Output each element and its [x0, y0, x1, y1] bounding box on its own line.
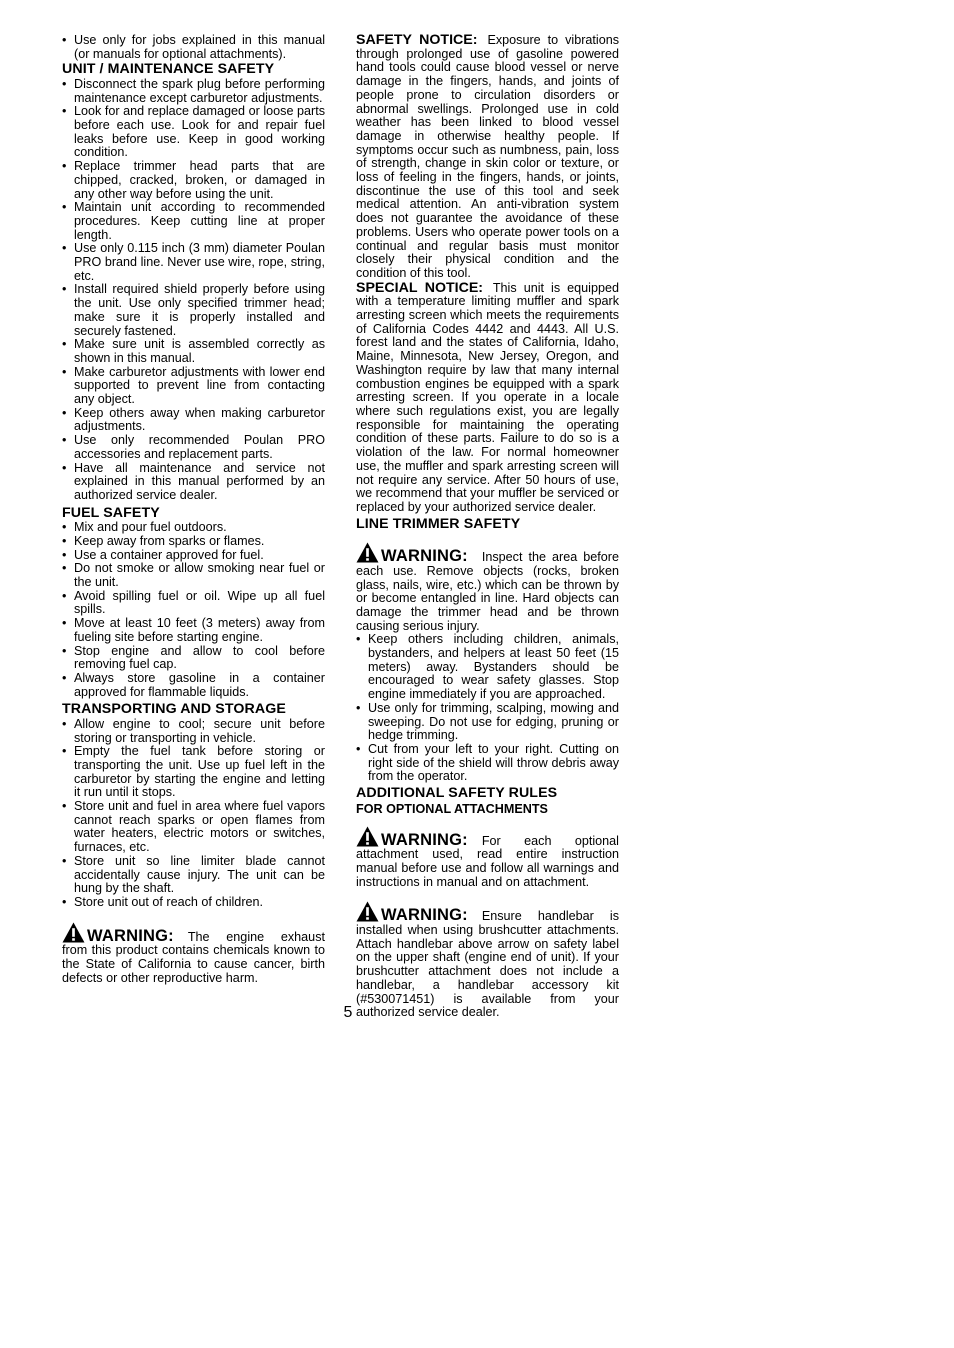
list-item: • Install required shield properly before using the unit. Use only specified trimmer head; make sure it is properly installed and securely fastened.: [62, 283, 325, 338]
warning-label: WARNING:: [381, 547, 468, 566]
warning-triangle-icon: [356, 542, 379, 563]
list-item: • Avoid spilling fuel or oil. Wipe up all fuel spills.: [62, 590, 325, 617]
list-item: • Empty the fuel tank before storing or transporting the unit. Use up fuel left in the carburetor by starting the engine and letting it run until it stops.: [62, 745, 325, 800]
optional-attachments-subheading: FOR OPTIONAL ATTACHMENTS: [356, 801, 548, 816]
list-item: • Keep away from sparks or flames.: [62, 535, 325, 549]
list-item: • Have all maintenance and service not explained in this manual performed by an authorized service dealer.: [62, 462, 325, 503]
warning-triangle-icon: [356, 901, 379, 922]
transporting-storage-heading: TRANSPORTING AND STORAGE: [62, 701, 286, 718]
unit-maintenance-list: [62, 78, 325, 503]
fuel-safety-heading: FUEL SAFETY: [62, 504, 160, 521]
intro-list: [62, 34, 325, 61]
line-trimmer-heading: LINE TRIMMER SAFETY: [356, 515, 521, 532]
list-item: • Make sure unit is assembled correctly as shown in this manual.: [62, 338, 325, 365]
special-notice-label: SPECIAL NOTICE:: [356, 279, 484, 296]
safety-notice-label: SAFETY NOTICE:: [356, 32, 478, 48]
list-item: • Store unit out of reach of children.: [62, 896, 325, 910]
line-trimmer-list: [356, 633, 619, 784]
warning-text: The engine exhaust from this product contains chemicals known to the State of California to cause cancer, birth defects or other reproductive harm.: [62, 929, 325, 985]
warning-text: Ensure handlebar is installed when using brushcutter attachments. Attach handlebar above arrow on safety label on the upper shaft (engine end of unit). If your brushcutter attachment does not include a handlebar, a handlebar accessory kit (#530071451) is available from your authorized service dealer.: [356, 909, 619, 1020]
page-number: 5: [343, 1004, 353, 1021]
list-item: • Do not smoke or allow smoking near fuel or the unit.: [62, 562, 325, 589]
list-item: • Use only for jobs explained in this manual (or manuals for optional attachments).: [62, 34, 325, 61]
attachment-warning: [356, 826, 619, 890]
unit-maintenance-heading: UNIT / MAINTENANCE SAFETY: [62, 61, 275, 78]
special-notice-text: This unit is equipped with a temperature limiting muffler and spark arresting screen which meets the requirements of California Codes 4442 and 4443. All U.S. forest land and the states of California, Idaho, Maine, Minnesota, New Jersey, Oregon, and Washington require by law that many internal combustion engines be equipped with a spark arresting screen. If you operate in a locale where such regulations exist, you are legally responsible for maintaining the operating condition of these parts. Failure to do so is a violation of the law. For normal homeowner use, the muffler and spark arresting screen will not require any service. After 50 hours of use, we recommend that your muffler be serviced or replaced by your authorized service dealer.: [356, 280, 619, 514]
exhaust-warning: [62, 922, 325, 986]
list-item: • Look for and replace damaged or loose parts before each use. Look for and repair fuel leaks before use. Keep in good working condition.: [62, 105, 325, 160]
list-item: • Cut from your left to your right. Cutting on right side of the shield will throw debris away from the operator.: [356, 743, 619, 784]
transporting-storage-list: [62, 718, 325, 910]
warning-triangle-icon: [356, 826, 379, 847]
list-item: • Keep others away when making carburetor adjustments.: [62, 407, 325, 434]
warning-text: Inspect the area before each use. Remove objects (rocks, broken glass, nails, wire, etc.) which can be thrown by or become entangled in line. Hard objects can damage the trimmer head and be thrown causing serious injury.: [356, 550, 619, 633]
safety-notice-text: Exposure to vibrations through prolonged use of gasoline powered hand tools could cause blood vessel or nerve damage in the fingers, hands, and joints of people prone to circulation disorders or abnormal swellings. Prolonged use in cold weather has been linked to blood vessel damage in otherwise healthy people. If symptoms occur such as numbness, pain, loss of strength, change in skin color or texture, or loss of feeling in the fingers, hands, or joints, discontinue the use of this tool and seek medical attention. An anti-vibration system does not guarantee the avoidance of these problems. Users who operate power tools on a continual and regular basis must monitor closely their physical condition and the condition of this tool.: [356, 33, 619, 280]
line-trimmer-warning: [356, 542, 619, 633]
list-item: • Maintain unit according to recommended procedures. Keep cutting line at proper length.: [62, 201, 325, 242]
list-item: • Allow engine to cool; secure unit before storing or transporting in vehicle.: [62, 718, 325, 745]
additional-safety-heading: ADDITIONAL SAFETY RULES: [356, 785, 558, 802]
list-item: • Replace trimmer head parts that are chipped, cracked, broken, or damaged in any other way before using the unit.: [62, 160, 325, 201]
warning-triangle-icon: [62, 922, 85, 943]
list-item: • Use only 0.115 inch (3 mm) diameter Poulan PRO brand line. Never use wire, rope, string, etc.: [62, 242, 325, 283]
list-item: • Use a container approved for fuel.: [62, 549, 325, 563]
list-item: • Move at least 10 feet (3 meters) away from fueling site before starting engine.: [62, 617, 325, 644]
fuel-safety-list: [62, 521, 325, 699]
list-item: • Store unit so line limiter blade cannot accidentally cause injury. The unit can be hung by the shaft.: [62, 855, 325, 896]
list-item: • Make carburetor adjustments with lower end supported to prevent line from contacting any object.: [62, 366, 325, 407]
list-item: • Mix and pour fuel outdoors.: [62, 521, 325, 535]
handlebar-warning: [356, 901, 619, 1020]
special-notice: [356, 279, 619, 515]
list-item: • Use only for trimming, scalping, mowing and sweeping. Do not use for edging, pruning or hedge trimming.: [356, 702, 619, 743]
right-column: [356, 34, 619, 1020]
list-item: • Store unit and fuel in area where fuel vapors cannot reach sparks or open flames from water heaters, electric motors or switches, furnaces, etc.: [62, 800, 325, 855]
list-item: • Stop engine and allow to cool before removing fuel cap.: [62, 645, 325, 672]
warning-text: For each optional attachment used, read entire instruction manual before use and follow all warnings and instructions in manual and on attachment.: [356, 833, 619, 889]
list-item: • Keep others including children, animals, bystanders, and helpers at least 50 feet (15 meters) away. Bystanders should be encouraged to wear safety glasses. Stop engine immediately if you are approached.: [356, 633, 619, 702]
safety-notice: [356, 34, 619, 281]
list-item: • Use only recommended Poulan PRO accessories and replacement parts.: [62, 434, 325, 461]
left-column: [62, 34, 325, 986]
warning-label: WARNING:: [87, 926, 174, 945]
list-item: • Always store gasoline in a container approved for flammable liquids.: [62, 672, 325, 699]
list-item: • Disconnect the spark plug before performing maintenance except carburetor adjustments.: [62, 78, 325, 105]
warning-label: WARNING:: [381, 830, 468, 849]
warning-label: WARNING:: [381, 906, 468, 925]
